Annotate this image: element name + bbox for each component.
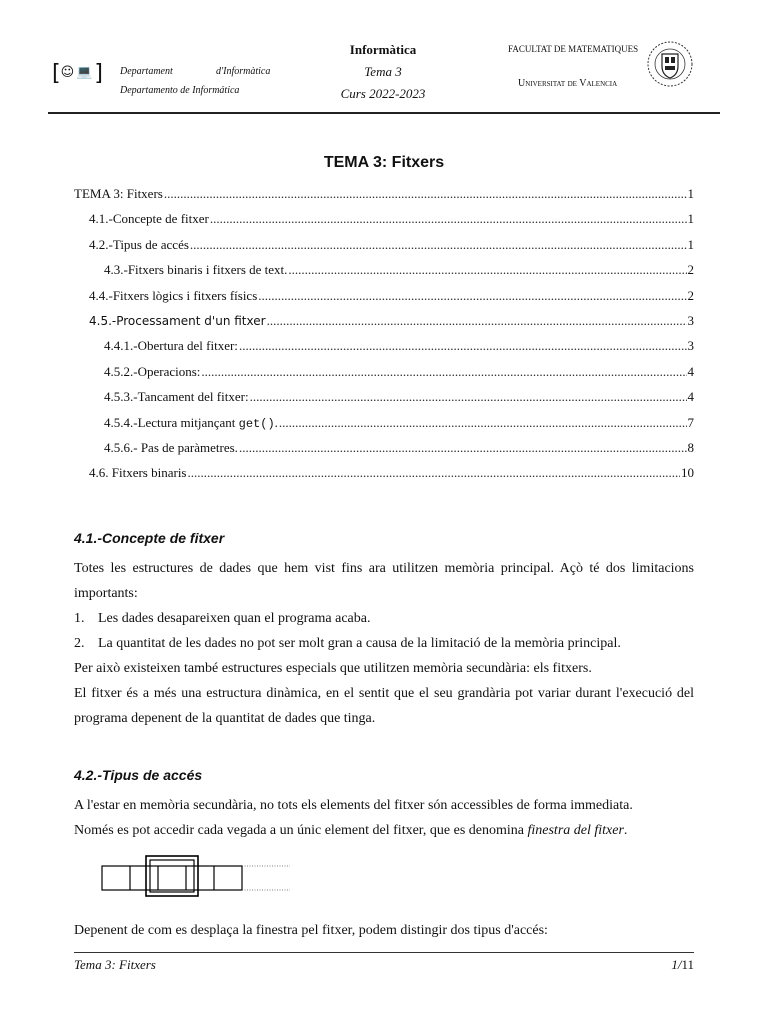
computer-user-icon: ☺💻 xyxy=(60,65,95,80)
paragraph-fitxers: Per això existeixen també estructures especials que utilitzen memòria secundària: els fitxers. xyxy=(74,661,592,676)
toc-label: 4.5.6.- Pas de paràmetres. xyxy=(104,439,238,455)
toc-label: 4.5.2.-Operacions: xyxy=(104,363,201,379)
toc-page: 1 xyxy=(687,211,694,227)
toc-leader xyxy=(188,465,681,481)
list-item xyxy=(74,606,694,631)
toc-label: 4.2.-Tipus de accés xyxy=(89,236,189,252)
page-title: TEMA 3: Fitxers xyxy=(323,154,445,171)
toc-leader xyxy=(190,237,687,253)
subject-title: Informàtica xyxy=(349,42,417,57)
toc-page: 4 xyxy=(687,389,694,405)
toc-page: 1 xyxy=(687,236,694,252)
toc-leader xyxy=(250,389,687,405)
toc-entry[interactable] xyxy=(74,389,694,414)
toc-label: 4.1.-Concepte de fitxer xyxy=(89,211,209,227)
department-logo: [☺💻] xyxy=(52,61,103,86)
paragraph-tipus-acces: Depenent de com es desplaça la finestra pel fitxer, podem distingir dos tipus d'accés: xyxy=(74,923,548,938)
page-number xyxy=(671,957,694,973)
department-word: Departament xyxy=(120,66,173,77)
header-center xyxy=(318,42,448,102)
page-header xyxy=(48,36,720,114)
department-name-ca xyxy=(120,66,290,77)
toc-label: 4.6. Fitxers binaris xyxy=(89,465,187,481)
toc-label: 4.3.-Fitxers binaris i fitxers de text. xyxy=(104,262,288,278)
toc-page: 2 xyxy=(687,287,694,303)
list-number: 1. xyxy=(74,611,85,626)
toc-page: 10 xyxy=(681,465,694,481)
toc-page: 7 xyxy=(687,414,694,430)
paragraph-finestra xyxy=(74,818,694,843)
paragraph-dinamica: El fitxer és a més una estructura dinàmica, en el sentit que el seu grandària pot variar durant l'execució del programa depenent de la quantitat de dades que tinga. xyxy=(74,686,694,726)
page-current: 1 xyxy=(671,957,678,972)
toc-page: 2 xyxy=(687,262,694,278)
toc-label xyxy=(104,415,278,431)
toc-entry[interactable] xyxy=(74,211,694,236)
list-number: 2. xyxy=(74,636,85,651)
file-window-diagram xyxy=(100,853,300,899)
toc-entry[interactable] xyxy=(74,465,694,490)
toc-page: 4 xyxy=(687,363,694,379)
list-item xyxy=(74,631,694,656)
toc-page: 1 xyxy=(687,186,694,201)
toc-label: 4.4.1.-Obertura del fitxer: xyxy=(104,338,238,354)
section-heading-tipus: 4.2.-Tipus de accés xyxy=(74,767,203,783)
toc-label-after: . xyxy=(274,414,278,430)
paragraph-intro: Totes les estructures de dades que hem vist fins ara utilitzen memòria principal. Açò té dos limitacions importants: xyxy=(74,561,694,601)
toc-label: 4.5.-Processament d'un fitxer xyxy=(89,313,266,328)
department-name-es: Departamento de Informática xyxy=(120,85,240,96)
university-seal-icon xyxy=(646,40,694,88)
toc-entry[interactable] xyxy=(74,415,694,440)
toc-label-code: get() xyxy=(238,416,275,431)
page-separator: / xyxy=(677,957,682,972)
toc-entry[interactable] xyxy=(74,440,694,465)
list-text: La quantitat de les dades no pot ser molt gran a causa de la limitació de la memòria principal. xyxy=(98,636,621,651)
toc-leader xyxy=(279,415,687,431)
topic-label: Tema 3 xyxy=(364,64,402,79)
toc-entry[interactable] xyxy=(74,338,694,363)
toc-leader xyxy=(267,313,687,329)
course-label: Curs 2022-2023 xyxy=(340,86,426,101)
finestra-term: finestra del fitxer xyxy=(527,823,624,838)
toc-entry[interactable] xyxy=(74,262,694,287)
finestra-end: . xyxy=(623,823,628,838)
toc-leader xyxy=(210,211,687,227)
toc-leader xyxy=(258,288,686,304)
toc-page: 8 xyxy=(687,439,694,455)
toc-leader xyxy=(288,262,686,278)
toc-leader xyxy=(164,186,687,202)
toc-label: 4.5.3.-Tancament del fitxer: xyxy=(104,389,249,405)
toc-entry[interactable] xyxy=(74,364,694,389)
toc-page: 3 xyxy=(687,312,694,328)
finestra-text: Només es pot accedir cada vegada a un únic element del fitxer, que es denomina xyxy=(74,823,528,838)
toc-leader xyxy=(239,440,687,456)
section-heading-concepte: 4.1.-Concepte de fitxer xyxy=(74,530,225,546)
toc-label: 4.4.-Fitxers lògics i fitxers físics xyxy=(89,287,258,303)
university-name: Universitat de Valencia xyxy=(518,78,618,89)
toc-leader xyxy=(201,364,686,380)
page-total: 11 xyxy=(681,957,694,972)
toc-entry[interactable] xyxy=(74,186,694,211)
toc-entry[interactable] xyxy=(74,237,694,262)
table-of-contents xyxy=(74,186,694,491)
page-footer xyxy=(74,952,694,973)
toc-label: TEMA 3: Fitxers xyxy=(74,186,163,201)
department-informatica: d'Informàtica xyxy=(216,66,271,77)
list-text: Les dades desapareixen quan el programa acaba. xyxy=(98,611,371,626)
toc-entry[interactable] xyxy=(74,288,694,313)
faculty-name: FACULTAT DE MATEMATIQUES xyxy=(508,44,639,54)
toc-page: 3 xyxy=(687,338,694,354)
paragraph-memoria: A l'estar en memòria secundària, no tots els elements del fitxer són accessibles de forma immediata. xyxy=(74,798,633,813)
footer-title: Tema 3: Fitxers xyxy=(74,957,156,972)
toc-label-text: 4.5.4.-Lectura mitjançant xyxy=(104,414,236,430)
toc-leader xyxy=(239,338,687,354)
toc-entry[interactable] xyxy=(74,313,694,338)
